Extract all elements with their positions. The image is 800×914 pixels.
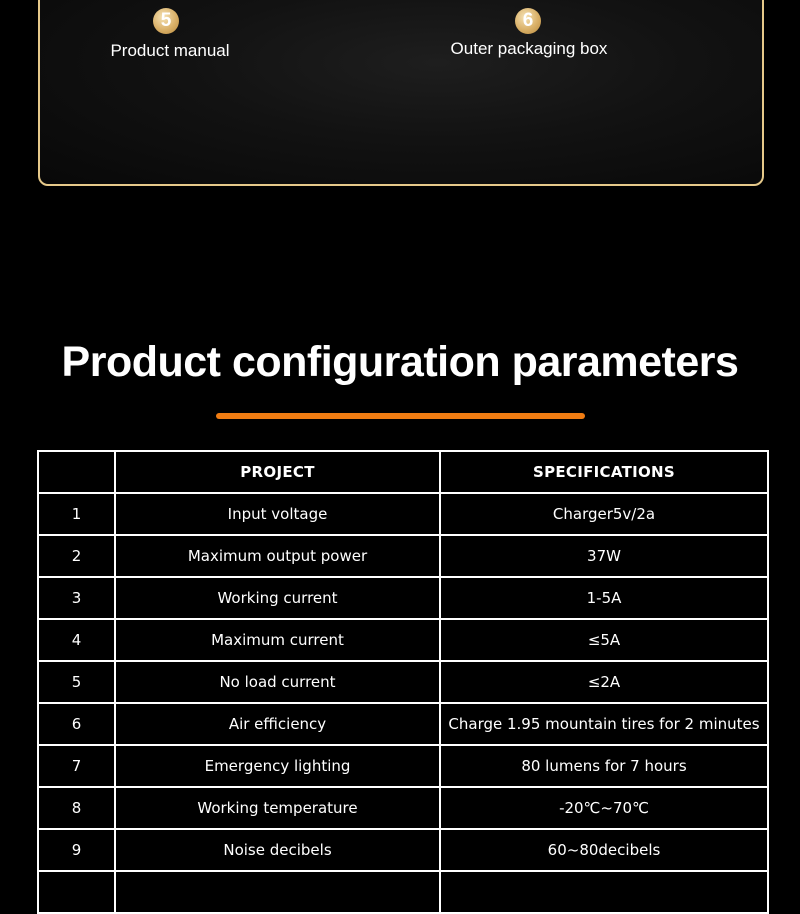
row-number: 8 (38, 787, 115, 829)
row-spec: 37W (440, 535, 768, 577)
row-spec: ≤5A (440, 619, 768, 661)
table-row (38, 745, 768, 787)
row-project: Noise decibels (115, 829, 440, 871)
row-number: 2 (38, 535, 115, 577)
package-contents-panel (38, 0, 764, 186)
row-number: 4 (38, 619, 115, 661)
row-project: Maximum current (115, 619, 440, 661)
table-row (38, 577, 768, 619)
row-spec: ≤2A (440, 661, 768, 703)
item-number-badge: 6 (515, 8, 541, 34)
row-spec: Charge 1.95 mountain tires for 2 minutes (440, 703, 768, 745)
header-number (38, 451, 115, 493)
row-project: Maximum output power (115, 535, 440, 577)
table-header-row (38, 451, 768, 493)
specifications-table (37, 450, 769, 914)
table-row (38, 787, 768, 829)
row-number: 7 (38, 745, 115, 787)
item-label-outer-packaging-box: Outer packaging box (450, 39, 608, 58)
row-number: 1 (38, 493, 115, 535)
row-project: No load current (115, 661, 440, 703)
table-row (38, 661, 768, 703)
row-spec: -20℃~70℃ (440, 787, 768, 829)
item-label-product-manual: Product manual (110, 41, 230, 60)
row-number: 9 (38, 829, 115, 871)
row-project: Working temperature (115, 787, 440, 829)
row-project: Air efficiency (115, 703, 440, 745)
row-spec: 60~80decibels (440, 829, 768, 871)
table-row-partial (38, 871, 768, 913)
section-title: Product configuration parameters (61, 338, 739, 386)
item-number-badge: 5 (153, 8, 179, 34)
row-number: 5 (38, 661, 115, 703)
row-number: 3 (38, 577, 115, 619)
table-row (38, 703, 768, 745)
row-spec: Charger5v/2a (440, 493, 768, 535)
header-specifications: SPECIFICATIONS (440, 451, 768, 493)
row-spec: 80 lumens for 7 hours (440, 745, 768, 787)
table-row (38, 493, 768, 535)
row-project: Input voltage (115, 493, 440, 535)
table-row (38, 619, 768, 661)
header-project: PROJECT (115, 451, 440, 493)
row-number: 6 (38, 703, 115, 745)
title-underline (216, 413, 585, 419)
row-spec: 1-5A (440, 577, 768, 619)
table-row (38, 829, 768, 871)
row-project: Emergency lighting (115, 745, 440, 787)
row-project: Working current (115, 577, 440, 619)
table-row (38, 535, 768, 577)
